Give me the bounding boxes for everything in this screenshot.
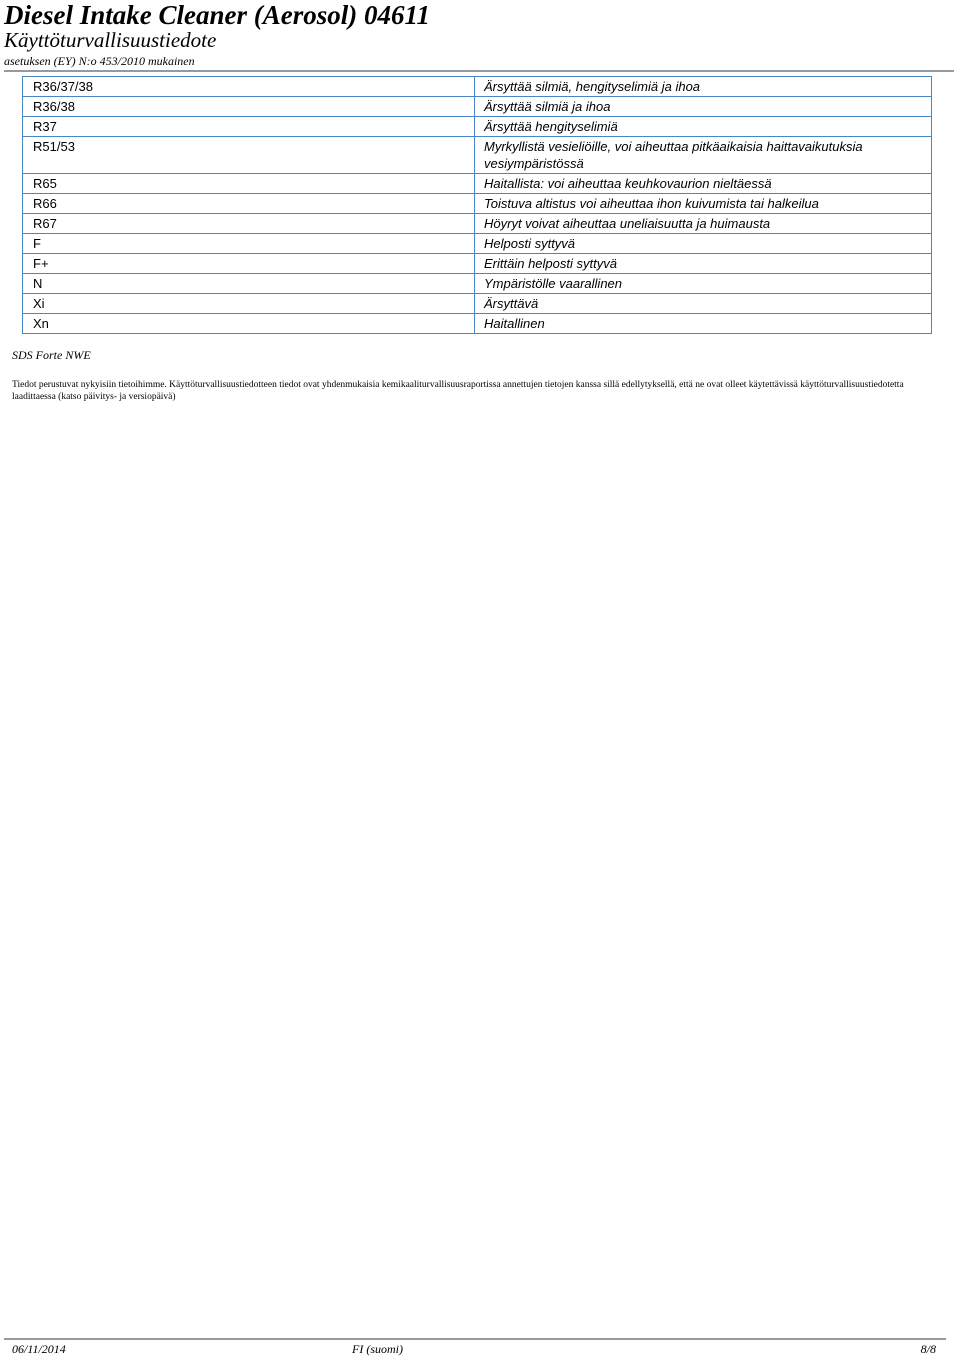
r-phrase-code: R66 <box>23 194 475 214</box>
r-phrase-row <box>23 254 932 274</box>
r-phrase-description: Helposti syttyvä <box>475 234 932 254</box>
footer-page-number: 8/8 <box>920 1342 936 1356</box>
r-phrase-code: R67 <box>23 214 475 234</box>
r-phrase-row <box>23 137 932 174</box>
r-phrase-description: Ärsyttää silmiä, hengityselimiä ja ihoa <box>475 77 932 97</box>
r-phrase-row <box>23 174 932 194</box>
r-phrase-code: R36/37/38 <box>23 77 475 97</box>
r-phrase-row <box>23 117 932 137</box>
r-phrase-description: Höyryt voivat aiheuttaa uneliaisuutta ja huimausta <box>475 214 932 234</box>
r-phrase-code: R65 <box>23 174 475 194</box>
regulation-reference: asetuksen (EY) N:o 453/2010 mukainen <box>4 54 195 68</box>
r-phrase-description: Ympäristölle vaarallinen <box>475 274 932 294</box>
footer-divider <box>4 1338 946 1340</box>
r-phrase-code: F+ <box>23 254 475 274</box>
r-phrase-description: Ärsyttää hengityselimiä <box>475 117 932 137</box>
r-phrase-row <box>23 194 932 214</box>
r-phrase-row <box>23 294 932 314</box>
r-phrases-table-body <box>23 77 932 334</box>
r-phrase-description: Haitallista: voi aiheuttaa keuhkovaurion nieltäessä <box>475 174 932 194</box>
r-phrase-description: Toistuva altistus voi aiheuttaa ihon kuivumista tai halkeilua <box>475 194 932 214</box>
header-divider <box>4 70 954 72</box>
r-phrase-code: N <box>23 274 475 294</box>
r-phrase-description: Haitallinen <box>475 314 932 334</box>
r-phrase-description: Erittäin helposti syttyvä <box>475 254 932 274</box>
r-phrase-code: R51/53 <box>23 137 475 174</box>
r-phrase-row <box>23 274 932 294</box>
document-subtitle: Käyttöturvallisuustiedote <box>4 28 217 52</box>
r-phrase-description: Ärsyttävä <box>475 294 932 314</box>
footer-date: 06/11/2014 <box>12 1342 66 1356</box>
r-phrase-row <box>23 77 932 97</box>
r-phrase-code: Xn <box>23 314 475 334</box>
r-phrase-description: Myrkyllistä vesieliöille, voi aiheuttaa pitkäaikaisia haittavaikutuksia vesiympäristössä <box>475 137 932 174</box>
disclaimer-text: Tiedot perustuvat nykyisiin tietoihimme. Käyttöturvallisuustiedotteen tiedot ovat yhdenmukaisia kemikaaliturvallisuusraportissa annettujen tietojen kanssa sillä edellytyksellä, että ne ovat olleet käytettävissä käyttöturvallisuustiedotetta laadittaessa (katso päivitys- ja versiopäivä) <box>12 380 904 402</box>
source-label: SDS Forte NWE <box>12 348 91 362</box>
r-phrase-description: Ärsyttää silmiä ja ihoa <box>475 97 932 117</box>
document-title: Diesel Intake Cleaner (Aerosol) 04611 <box>4 0 430 30</box>
r-phrase-code: R36/38 <box>23 97 475 117</box>
r-phrases-table <box>22 76 932 334</box>
r-phrase-code: F <box>23 234 475 254</box>
r-phrase-row <box>23 234 932 254</box>
r-phrase-row <box>23 214 932 234</box>
r-phrase-code: Xi <box>23 294 475 314</box>
r-phrase-row <box>23 97 932 117</box>
footer-language: FI (suomi) <box>352 1342 403 1356</box>
r-phrase-row <box>23 314 932 334</box>
document-header <box>4 0 954 68</box>
r-phrase-code: R37 <box>23 117 475 137</box>
